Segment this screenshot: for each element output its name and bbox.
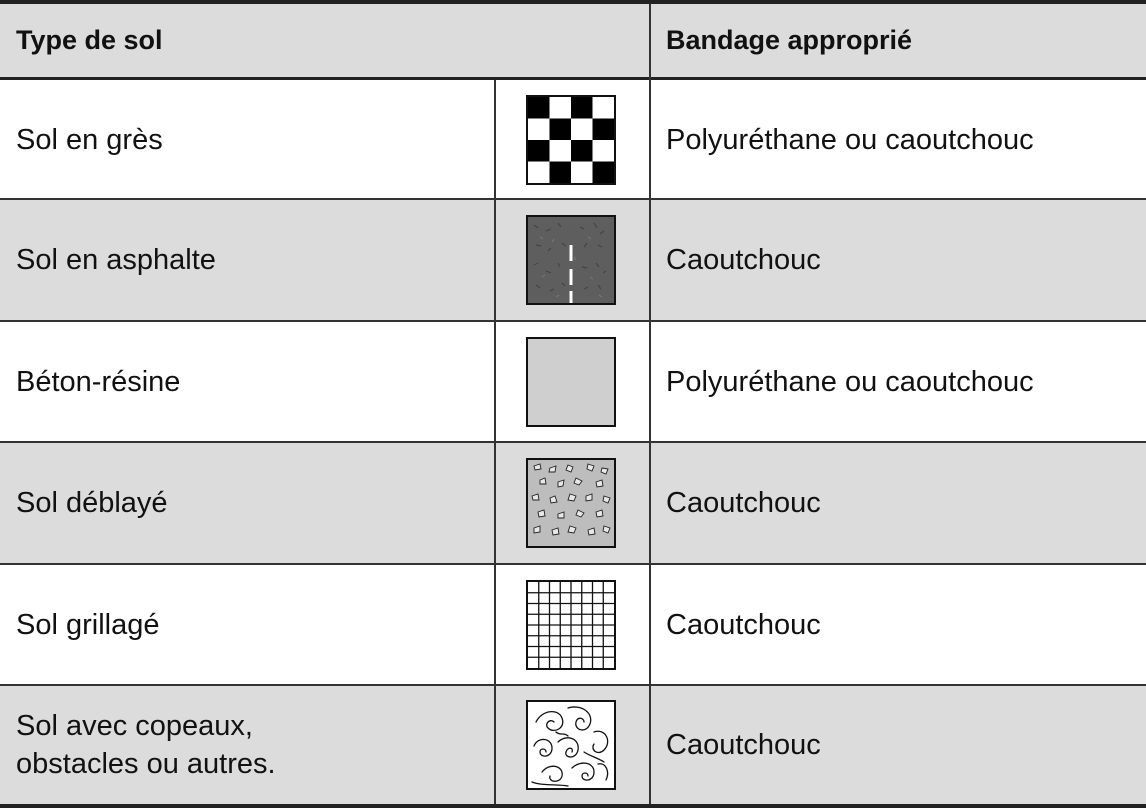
tire-type-cell: Caoutchouc xyxy=(666,487,821,519)
header-soil-type: Type de sol xyxy=(16,25,163,55)
grid-mesh-icon xyxy=(526,580,616,670)
column-divider-icon xyxy=(494,80,496,804)
checkerboard-tile-icon xyxy=(526,95,616,185)
asphalt-road-icon xyxy=(526,215,616,305)
soil-type-cell: Sol grillagé xyxy=(16,608,160,641)
soil-type-cell: Béton-résine xyxy=(16,365,181,398)
tire-type-cell: Caoutchouc xyxy=(666,608,821,641)
soil-type-cell: Sol déblayé xyxy=(16,487,168,519)
header-suitable-tire: Bandage approprié xyxy=(666,25,913,55)
soil-type-cell: Sol en grès xyxy=(16,123,163,156)
table-bottom-border xyxy=(0,804,1146,808)
tire-type-cell: Polyuréthane ou caoutchouc xyxy=(666,123,1034,156)
tire-type-cell: Caoutchouc xyxy=(666,244,821,276)
soil-type-cell: Sol en asphalte xyxy=(16,244,216,276)
column-divider-main xyxy=(649,4,651,804)
gravel-debris-icon xyxy=(526,458,616,548)
table-header xyxy=(0,4,1146,77)
tire-type-cell: Polyuréthane ou caoutchouc xyxy=(666,365,1034,398)
chips-swirl-icon xyxy=(526,700,616,790)
tire-type-cell: Caoutchouc xyxy=(666,729,821,761)
soil-type-cell: Sol avec copeaux, obstacles ou autres. xyxy=(16,710,276,780)
resin-concrete-icon xyxy=(526,337,616,427)
